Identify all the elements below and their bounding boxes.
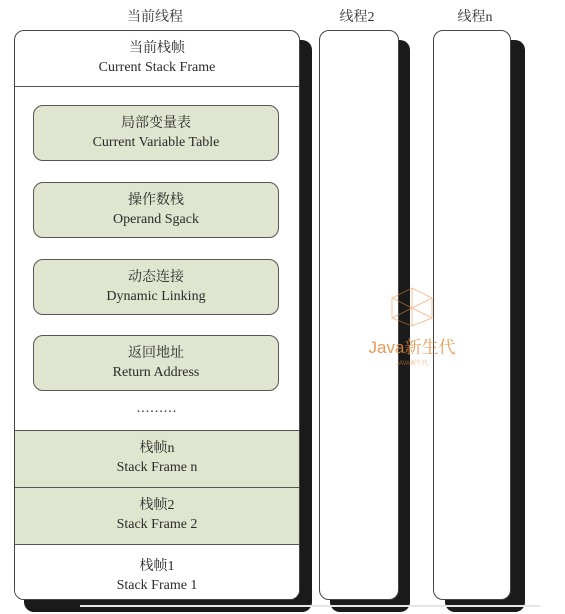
operand-stack — [33, 182, 279, 238]
current-stack-frame — [15, 31, 299, 87]
stack-frame-n — [15, 430, 299, 487]
dynamic-linking-zh: 动态连接 — [128, 270, 184, 285]
return-address — [33, 335, 279, 391]
stack-frame-2 — [15, 487, 299, 544]
stack-frame-1 — [15, 544, 299, 600]
ellipsis: ......... — [136, 401, 178, 416]
watermark — [362, 286, 462, 367]
stack-frame-2-zh: 栈帧2 — [139, 498, 175, 513]
stack-frame-1-zh: 栈帧1 — [139, 559, 175, 574]
current-frame-en: Current Stack Frame — [98, 60, 216, 75]
return-address-zh: 返回地址 — [128, 346, 184, 361]
thread-n-title: 线程n — [457, 10, 493, 25]
local-variable-table — [33, 105, 279, 161]
local-variable-table-zh: 局部变量表 — [121, 116, 191, 131]
stack-frame-2-en: Stack Frame 2 — [116, 517, 198, 532]
watermark-subtext: JAVA新生代 — [395, 361, 429, 367]
operand-stack-zh: 操作数栈 — [128, 193, 184, 208]
stack-frame-1-en: Stack Frame 1 — [116, 578, 198, 593]
return-address-en: Return Address — [112, 365, 200, 380]
current-thread-title: 当前线程 — [127, 10, 183, 25]
stack-frame-n-en: Stack Frame n — [116, 460, 198, 475]
dynamic-linking-en: Dynamic Linking — [106, 289, 206, 304]
current-frame-zh: 当前栈帧 — [129, 41, 185, 56]
bottom-divider — [80, 605, 540, 607]
current-thread-stack — [14, 30, 300, 600]
thread2-title: 线程2 — [339, 10, 375, 25]
stack-frame-n-zh: 栈帧n — [139, 441, 175, 456]
dynamic-linking — [33, 259, 279, 315]
local-variable-table-en: Current Variable Table — [92, 135, 220, 150]
operand-stack-en: Operand Sgack — [113, 212, 199, 227]
watermark-text: Java新生代 — [368, 338, 456, 357]
watermark-cube-icon — [388, 286, 436, 328]
